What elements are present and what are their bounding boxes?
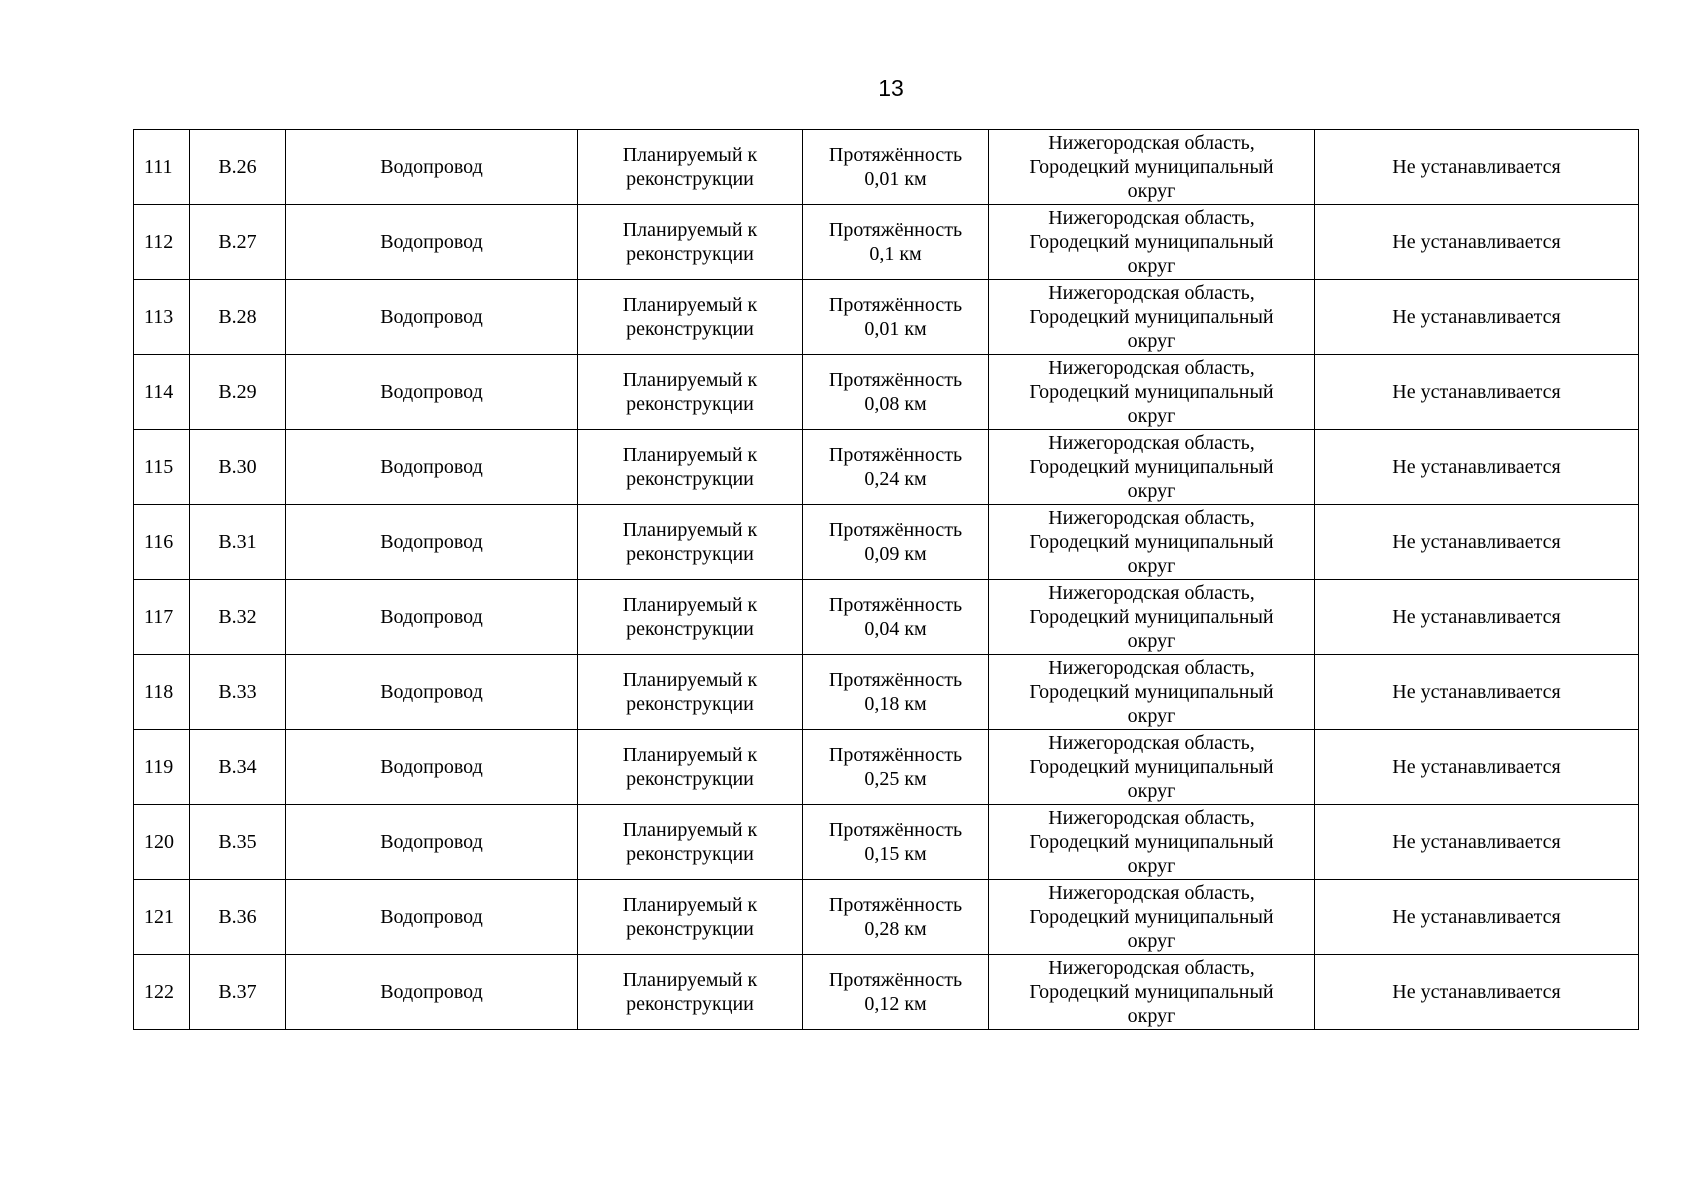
object-location-cell — [989, 280, 1315, 355]
location-line-2: Городецкий муниципальный — [1029, 231, 1274, 253]
protection-zone: Не устанавливается — [1392, 906, 1561, 928]
object-characteristics-cell — [803, 280, 989, 355]
object-code-cell — [190, 955, 286, 1030]
object-code: В.36 — [218, 906, 257, 928]
object-characteristics-cell — [803, 880, 989, 955]
object-status: Планируемый к реконструкции — [622, 219, 758, 265]
object-status-cell — [578, 880, 803, 955]
row-number-cell — [134, 280, 190, 355]
object-characteristics-cell — [803, 805, 989, 880]
row-number: 111 — [144, 156, 173, 178]
location-line-2: Городецкий муниципальный — [1029, 606, 1274, 628]
object-status: Планируемый к реконструкции — [622, 444, 758, 490]
location-line-3: округ — [1127, 555, 1176, 577]
length-label: Протяжённость — [828, 444, 963, 466]
protection-zone: Не устанавливается — [1392, 756, 1561, 778]
length-value: 0,08 км — [864, 393, 927, 415]
object-characteristics-cell — [803, 205, 989, 280]
row-number-cell — [134, 880, 190, 955]
object-location-cell — [989, 730, 1315, 805]
length-label: Протяжённость — [828, 294, 963, 316]
object-status-cell — [578, 655, 803, 730]
location-line-3: округ — [1127, 930, 1176, 952]
object-status: Планируемый к реконструкции — [622, 894, 758, 940]
location-line-3: округ — [1127, 705, 1176, 727]
object-name: Водопровод — [380, 531, 483, 553]
protection-zone-cell — [1315, 655, 1639, 730]
object-name-cell — [286, 955, 578, 1030]
object-code: В.26 — [218, 156, 257, 178]
object-location-cell — [989, 430, 1315, 505]
length-value: 0,18 км — [864, 693, 927, 715]
protection-zone-cell — [1315, 205, 1639, 280]
object-status: Планируемый к реконструкции — [622, 594, 758, 640]
object-status-cell — [578, 280, 803, 355]
object-code-cell — [190, 130, 286, 205]
row-number-cell — [134, 355, 190, 430]
length-label: Протяжённость — [828, 894, 963, 916]
object-code-cell — [190, 805, 286, 880]
protection-zone: Не устанавливается — [1392, 456, 1561, 478]
object-status-cell — [578, 130, 803, 205]
object-code-cell — [190, 880, 286, 955]
object-name: Водопровод — [380, 681, 483, 703]
object-characteristics-cell — [803, 730, 989, 805]
row-number: 121 — [144, 906, 174, 928]
object-code: В.32 — [218, 606, 257, 628]
table-row — [134, 880, 1639, 955]
length-label: Протяжённость — [828, 594, 963, 616]
location-line-3: округ — [1127, 255, 1176, 277]
protection-zone: Не устанавливается — [1392, 681, 1561, 703]
length-value: 0,25 км — [864, 768, 927, 790]
location-line-2: Городецкий муниципальный — [1029, 981, 1274, 1003]
protection-zone: Не устанавливается — [1392, 531, 1561, 553]
protection-zone-cell — [1315, 355, 1639, 430]
object-location-cell — [989, 355, 1315, 430]
table-row — [134, 955, 1639, 1030]
object-status-cell — [578, 430, 803, 505]
location-line-1: Нижегородская область, — [1048, 282, 1255, 304]
object-name-cell — [286, 580, 578, 655]
length-label: Протяжённость — [828, 744, 963, 766]
length-value: 0,01 км — [864, 168, 927, 190]
row-number: 115 — [144, 456, 174, 478]
object-status-cell — [578, 205, 803, 280]
row-number-cell — [134, 655, 190, 730]
facilities-table — [133, 129, 1639, 1030]
row-number-cell — [134, 730, 190, 805]
object-name-cell — [286, 205, 578, 280]
location-line-1: Нижегородская область, — [1048, 582, 1255, 604]
object-code: В.35 — [218, 831, 257, 853]
object-characteristics-cell — [803, 505, 989, 580]
table-row — [134, 280, 1639, 355]
object-name-cell — [286, 280, 578, 355]
length-value: 0,09 км — [864, 543, 927, 565]
object-status-cell — [578, 355, 803, 430]
location-line-1: Нижегородская область, — [1048, 657, 1255, 679]
location-line-2: Городецкий муниципальный — [1029, 681, 1274, 703]
length-label: Протяжённость — [828, 669, 963, 691]
object-code-cell — [190, 430, 286, 505]
object-location-cell — [989, 880, 1315, 955]
object-status: Планируемый к реконструкции — [622, 669, 758, 715]
location-line-3: округ — [1127, 330, 1176, 352]
object-characteristics-cell — [803, 130, 989, 205]
object-code-cell — [190, 505, 286, 580]
object-status-cell — [578, 730, 803, 805]
location-line-3: округ — [1127, 630, 1176, 652]
object-status-cell — [578, 955, 803, 1030]
location-line-1: Нижегородская область, — [1048, 207, 1255, 229]
table-body — [134, 130, 1639, 1030]
object-location-cell — [989, 805, 1315, 880]
object-code: В.27 — [218, 231, 257, 253]
location-line-1: Нижегородская область, — [1048, 432, 1255, 454]
object-name: Водопровод — [380, 231, 483, 253]
object-name-cell — [286, 730, 578, 805]
location-line-3: округ — [1127, 1005, 1176, 1027]
table-row — [134, 355, 1639, 430]
location-line-2: Городецкий муниципальный — [1029, 906, 1274, 928]
location-line-2: Городецкий муниципальный — [1029, 756, 1274, 778]
location-line-2: Городецкий муниципальный — [1029, 456, 1274, 478]
object-name: Водопровод — [380, 756, 483, 778]
row-number: 112 — [144, 231, 174, 253]
length-label: Протяжённость — [828, 144, 963, 166]
row-number-cell — [134, 205, 190, 280]
protection-zone: Не устанавливается — [1392, 381, 1561, 403]
object-status-cell — [578, 805, 803, 880]
protection-zone: Не устанавливается — [1392, 156, 1561, 178]
object-name-cell — [286, 430, 578, 505]
protection-zone: Не устанавливается — [1392, 831, 1561, 853]
length-label: Протяжённость — [828, 519, 963, 541]
protection-zone: Не устанавливается — [1392, 981, 1561, 1003]
object-code: В.37 — [218, 981, 257, 1003]
length-label: Протяжённость — [828, 969, 963, 991]
object-name: Водопровод — [380, 306, 483, 328]
table-row — [134, 805, 1639, 880]
table-row — [134, 580, 1639, 655]
length-label: Протяжённость — [828, 219, 963, 241]
object-location-cell — [989, 205, 1315, 280]
object-name: Водопровод — [380, 981, 483, 1003]
object-name-cell — [286, 130, 578, 205]
object-status: Планируемый к реконструкции — [622, 144, 758, 190]
location-line-2: Городецкий муниципальный — [1029, 831, 1274, 853]
table-row — [134, 430, 1639, 505]
row-number-cell — [134, 580, 190, 655]
object-status: Планируемый к реконструкции — [622, 369, 758, 415]
object-characteristics-cell — [803, 430, 989, 505]
length-label: Протяжённость — [828, 369, 963, 391]
location-line-1: Нижегородская область, — [1048, 732, 1255, 754]
protection-zone: Не устанавливается — [1392, 306, 1561, 328]
object-code: В.34 — [218, 756, 257, 778]
location-line-3: округ — [1127, 480, 1176, 502]
object-status: Планируемый к реконструкции — [622, 294, 758, 340]
length-value: 0,1 км — [869, 243, 922, 265]
length-label: Протяжённость — [828, 819, 963, 841]
protection-zone-cell — [1315, 130, 1639, 205]
location-line-2: Городецкий муниципальный — [1029, 531, 1274, 553]
location-line-3: округ — [1127, 855, 1176, 877]
object-status: Планируемый к реконструкции — [622, 744, 758, 790]
object-status-cell — [578, 580, 803, 655]
location-line-1: Нижегородская область, — [1048, 957, 1255, 979]
object-code-cell — [190, 580, 286, 655]
object-name: Водопровод — [380, 381, 483, 403]
length-value: 0,28 км — [864, 918, 927, 940]
object-location-cell — [989, 505, 1315, 580]
table-row — [134, 655, 1639, 730]
object-name-cell — [286, 805, 578, 880]
row-number: 113 — [144, 306, 174, 328]
object-code-cell — [190, 655, 286, 730]
location-line-3: округ — [1127, 780, 1176, 802]
row-number: 118 — [144, 681, 174, 703]
location-line-2: Городецкий муниципальный — [1029, 306, 1274, 328]
object-name: Водопровод — [380, 606, 483, 628]
length-value: 0,01 км — [864, 318, 927, 340]
location-line-1: Нижегородская область, — [1048, 357, 1255, 379]
protection-zone: Не устанавливается — [1392, 231, 1561, 253]
location-line-2: Городецкий муниципальный — [1029, 156, 1274, 178]
location-line-3: округ — [1127, 405, 1176, 427]
row-number-cell — [134, 505, 190, 580]
protection-zone-cell — [1315, 805, 1639, 880]
object-code: В.31 — [218, 531, 257, 553]
row-number: 116 — [144, 531, 174, 553]
length-value: 0,15 км — [864, 843, 927, 865]
object-characteristics-cell — [803, 355, 989, 430]
row-number: 119 — [144, 756, 174, 778]
object-code-cell — [190, 280, 286, 355]
row-number-cell — [134, 130, 190, 205]
table-row — [134, 505, 1639, 580]
protection-zone: Не устанавливается — [1392, 606, 1561, 628]
object-name: Водопровод — [380, 831, 483, 853]
protection-zone-cell — [1315, 880, 1639, 955]
object-code-cell — [190, 730, 286, 805]
protection-zone-cell — [1315, 730, 1639, 805]
protection-zone-cell — [1315, 955, 1639, 1030]
length-value: 0,04 км — [864, 618, 927, 640]
object-name: Водопровод — [380, 456, 483, 478]
object-code-cell — [190, 205, 286, 280]
location-line-2: Городецкий муниципальный — [1029, 381, 1274, 403]
object-name-cell — [286, 880, 578, 955]
length-value: 0,24 км — [864, 468, 927, 490]
protection-zone-cell — [1315, 280, 1639, 355]
row-number: 122 — [144, 981, 174, 1003]
object-code: В.29 — [218, 381, 257, 403]
object-status: Планируемый к реконструкции — [622, 819, 758, 865]
page-number: 13 — [878, 75, 904, 101]
object-characteristics-cell — [803, 580, 989, 655]
object-characteristics-cell — [803, 955, 989, 1030]
table-row — [134, 205, 1639, 280]
protection-zone-cell — [1315, 505, 1639, 580]
length-value: 0,12 км — [864, 993, 927, 1015]
protection-zone-cell — [1315, 580, 1639, 655]
object-name-cell — [286, 655, 578, 730]
object-name-cell — [286, 505, 578, 580]
row-number-cell — [134, 430, 190, 505]
location-line-1: Нижегородская область, — [1048, 132, 1255, 154]
object-status: Планируемый к реконструкции — [622, 519, 758, 565]
location-line-1: Нижегородская область, — [1048, 807, 1255, 829]
table-row — [134, 130, 1639, 205]
object-location-cell — [989, 655, 1315, 730]
object-status: Планируемый к реконструкции — [622, 969, 758, 1015]
object-code: В.33 — [218, 681, 257, 703]
object-name: Водопровод — [380, 156, 483, 178]
row-number-cell — [134, 955, 190, 1030]
object-location-cell — [989, 580, 1315, 655]
object-location-cell — [989, 955, 1315, 1030]
table-row — [134, 730, 1639, 805]
object-name-cell — [286, 355, 578, 430]
object-characteristics-cell — [803, 655, 989, 730]
location-line-1: Нижегородская область, — [1048, 882, 1255, 904]
row-number: 120 — [144, 831, 174, 853]
object-status-cell — [578, 505, 803, 580]
location-line-3: округ — [1127, 180, 1176, 202]
row-number-cell — [134, 805, 190, 880]
object-location-cell — [989, 130, 1315, 205]
object-code-cell — [190, 355, 286, 430]
protection-zone-cell — [1315, 430, 1639, 505]
object-name: Водопровод — [380, 906, 483, 928]
row-number: 117 — [144, 606, 174, 628]
object-code: В.28 — [218, 306, 257, 328]
row-number: 114 — [144, 381, 174, 403]
object-code: В.30 — [218, 456, 257, 478]
location-line-1: Нижегородская область, — [1048, 507, 1255, 529]
